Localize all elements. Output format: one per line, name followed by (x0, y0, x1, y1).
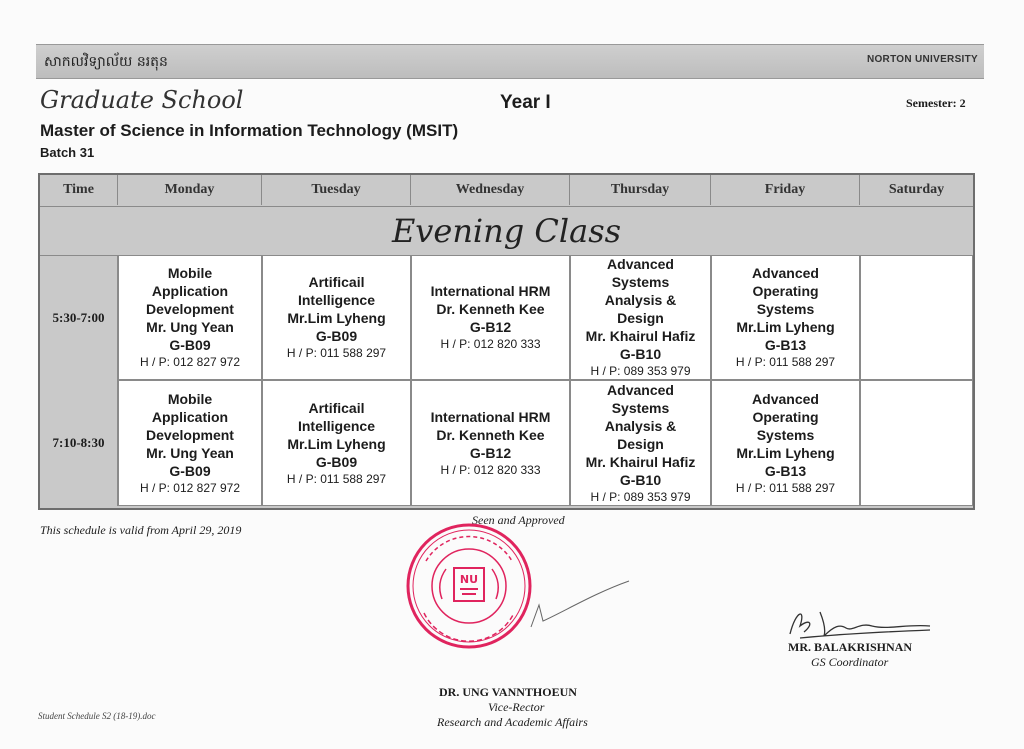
room-code: G-B10 (619, 346, 662, 362)
phone-number: H / P: 012 827 972 (139, 355, 241, 369)
room-code: G-B12 (469, 444, 512, 461)
lecturer-name: Mr.Lim Lyheng (287, 435, 386, 452)
lecturer-name: Dr. Kenneth Kee (436, 301, 545, 317)
course-line: Analysis & (604, 292, 677, 308)
time-slot-2: 7:10-8:30 (40, 380, 118, 506)
lecturer-name: Mr. Ung Yean (146, 444, 234, 461)
signature-stroke-icon (525, 575, 635, 635)
header-wednesday: Wednesday (411, 175, 570, 205)
class-cell-mon-2 (118, 380, 262, 506)
course-line: Development (146, 426, 234, 443)
phone-number: H / P: 089 353 979 (590, 364, 691, 378)
course-line: Mobile (167, 265, 213, 281)
coordinator-title: GS Coordinator (811, 655, 889, 669)
course-line: Artificail (308, 274, 365, 290)
program-title: Master of Science in Information Technology (MSIT) (40, 121, 459, 140)
phone-number: H / P: 012 820 333 (440, 337, 541, 351)
lecturer-name: Mr. Ung Yean (146, 319, 234, 335)
header-banner (36, 44, 984, 79)
room-code: G-B09 (169, 462, 211, 479)
course-line: Operating (752, 408, 819, 425)
phone-number: H / P: 011 588 297 (286, 346, 387, 360)
course-line: Analysis & (604, 417, 677, 434)
course-line: Operating (752, 283, 819, 299)
batch-label: Batch 31 (40, 145, 95, 160)
course-line: Intelligence (297, 417, 376, 434)
banner-university-name: NORTON UNIVERSITY (866, 54, 978, 65)
vice-rector-name: DR. UNG VANNTHOEUN (439, 685, 577, 699)
header-monday: Monday (118, 175, 262, 205)
lecturer-name: Mr. Khairul Hafiz (585, 453, 696, 470)
course-line: Advanced (752, 390, 819, 407)
lecturer-name: Mr.Lim Lyheng (736, 319, 835, 335)
course-line: Advanced (607, 381, 674, 398)
course-line: Systems (756, 301, 815, 317)
course-line: Application (151, 283, 229, 299)
room-code: G-B09 (169, 337, 211, 353)
class-cell-tue-1 (262, 255, 411, 380)
class-cell-wed-1 (411, 255, 570, 380)
lecturer-name: Dr. Kenneth Kee (436, 426, 545, 443)
class-cell-mon-1 (118, 255, 262, 380)
seal-logo-text: NU (459, 573, 479, 586)
validity-note: This schedule is valid from April 29, 2019 (40, 523, 242, 537)
class-cell-fri-1 (711, 255, 860, 380)
room-code: G-B10 (619, 471, 662, 488)
header-friday: Friday (711, 175, 860, 205)
approval-note: Seen and Approved (472, 513, 565, 527)
school-title: Graduate School (40, 86, 244, 114)
class-cell-thu-2 (570, 380, 711, 506)
phone-number: H / P: 011 588 297 (735, 355, 836, 369)
course-line: Development (146, 301, 234, 317)
class-cell-tue-2 (262, 380, 411, 506)
room-code: G-B09 (315, 328, 358, 344)
lecturer-name: Mr.Lim Lyheng (736, 444, 835, 461)
class-cell-sat-1 (860, 255, 973, 380)
phone-number: H / P: 011 588 297 (286, 471, 387, 486)
session-banner: Evening Class (40, 206, 973, 256)
phone-number: H / P: 012 827 972 (139, 480, 241, 495)
room-code: G-B13 (764, 462, 807, 479)
course-line: Systems (756, 426, 815, 443)
lecturer-name: Mr. Khairul Hafiz (585, 328, 696, 344)
course-line: Artificail (308, 399, 365, 416)
class-cell-sat-2 (860, 380, 973, 506)
vice-rector-title: Vice-Rector (488, 700, 545, 714)
header-tuesday: Tuesday (262, 175, 411, 205)
room-code: G-B12 (469, 319, 512, 335)
class-cell-fri-2 (711, 380, 860, 506)
room-code: G-B09 (315, 453, 358, 470)
course-line: Advanced (752, 265, 819, 281)
course-line: Design (617, 310, 664, 326)
room-code: G-B13 (764, 337, 807, 353)
semester-label: Semester: 2 (906, 96, 966, 110)
course-line: Application (151, 408, 229, 425)
course-line: Intelligence (297, 292, 376, 308)
header-saturday: Saturday (888, 182, 945, 197)
course-line: Mobile (167, 390, 213, 407)
header-thursday: Thursday (570, 175, 711, 205)
lecturer-name: Mr.Lim Lyheng (287, 310, 386, 326)
course-line: Systems (611, 399, 670, 416)
class-cell-thu-1 (570, 255, 711, 380)
course-line: Systems (611, 274, 670, 290)
time-slot-1: 5:30-7:00 (40, 255, 118, 380)
phone-number: H / P: 012 820 333 (440, 462, 541, 477)
coordinator-signature-icon (780, 600, 940, 645)
coordinator-name: MR. BALAKRISHNAN (788, 640, 913, 654)
vice-rector-department: Research and Academic Affairs (437, 715, 588, 729)
class-cell-wed-2 (411, 380, 570, 506)
university-seal-icon (404, 521, 534, 651)
banner-khmer-text: សាកលវិទ្យាល័យ នរតុន (44, 54, 168, 70)
schedule-table (38, 173, 975, 510)
course-line: International HRM (430, 283, 551, 299)
course-line: Design (617, 435, 664, 452)
header-time: Time (40, 175, 118, 205)
phone-number: H / P: 011 588 297 (735, 480, 836, 495)
course-line: International HRM (430, 408, 551, 425)
year-label: Year I (500, 92, 551, 113)
document-filename: Student Schedule S2 (18-19).doc (38, 711, 156, 721)
phone-number: H / P: 089 353 979 (590, 489, 691, 504)
course-line: Advanced (607, 256, 674, 272)
